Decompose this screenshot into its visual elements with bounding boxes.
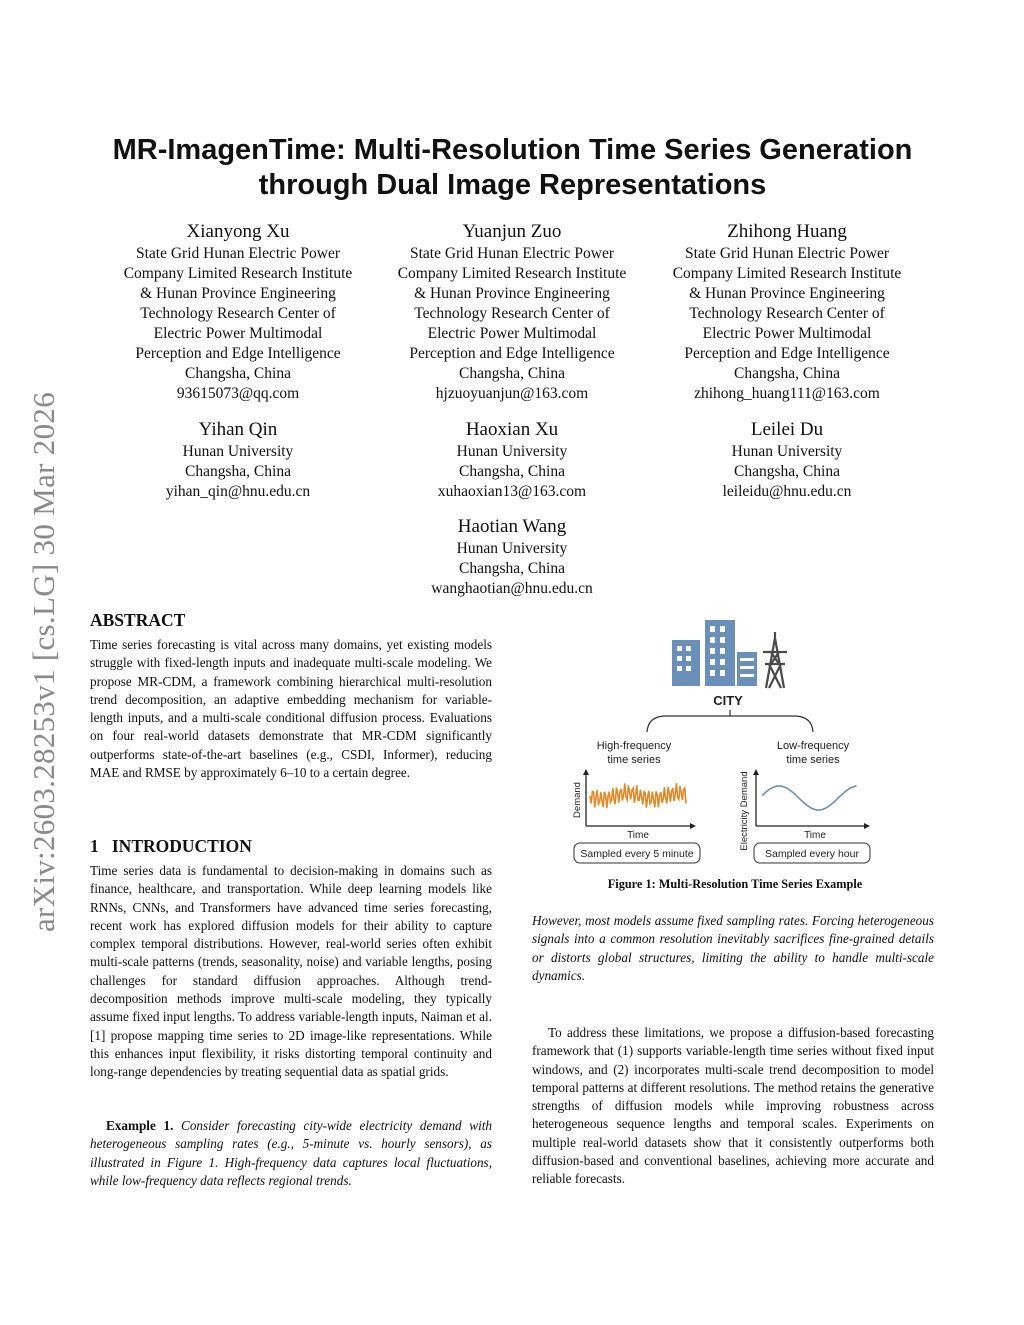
author-block (372, 221, 652, 404)
italic-paragraph: However, most models assume fixed sampling rates. Forcing heterogeneous signals into a common resolution inevitably sacrifices fine-grained details or distorts global structures, limiting the ability to handle multi-scale dynamics. (532, 913, 934, 983)
affiliation-line: Perception and Edge Intelligence (135, 345, 341, 362)
right-y-axis-label: Electricity Demand (739, 771, 750, 851)
affiliation-location: Changsha, China (185, 463, 291, 480)
author-block (647, 419, 927, 502)
affiliation-line: Electric Power Multimodal (153, 325, 323, 342)
affiliation-line: Company Limited Research Institute (397, 265, 627, 282)
affiliation-line: Technology Research Center of (140, 305, 336, 322)
author-block (372, 516, 652, 599)
abstract-heading: ABSTRACT (90, 610, 186, 630)
affiliation-line: Electric Power Multimodal (702, 325, 872, 342)
right-x-axis-label: Time (804, 830, 826, 841)
author-block (98, 221, 378, 404)
author-email[interactable]: leileidu@hnu.edu.cn (722, 483, 852, 500)
example-text: Consider forecasting city-wide electricity demand with heterogeneous sampling rates (e.g., 5-minute vs. hourly sensors), as illustrated in Figure 1. High-frequency data captures local fluctuations, while low-frequency data reflects regional trends. (90, 1118, 493, 1188)
author-block (372, 419, 652, 502)
author-email[interactable]: wanghaotian@hnu.edu.cn (431, 580, 593, 597)
author-name: Zhihong Huang (727, 221, 847, 242)
arxiv-identifier: arXiv:2603.28253v1 [cs.LG] 30 Mar 2026 (26, 391, 61, 933)
affiliation-location: Changsha, China (734, 463, 840, 480)
author-block (98, 419, 378, 502)
abstract-text: Time series forecasting is vital across many domains, yet existing models struggle with fixed-length inputs and inadequate multi-scale modeling. We propose MR-CDM, a framework combining hierarchical multi-resolution trend decomposition, an adaptive embedding mechanism for variable-length inputs, and a multi-scale conditional diffusion process. Evaluations on four real-world datasets demonstrate that MR-CDM significantly outperforms state-of-the-art baselines (e.g., CSDI, Informer), reducing MAE and RMSE by approximately 6–10 to a certain degree. (90, 637, 492, 781)
author-name: Xianyong Xu (186, 221, 290, 242)
figure-1 (560, 616, 890, 871)
author-block (647, 221, 927, 404)
affiliation-line: Company Limited Research Institute (123, 265, 353, 282)
right-panel-title: Low-frequency (776, 740, 850, 752)
split-bracket (647, 716, 813, 732)
affiliation-location: Changsha, China (459, 560, 565, 577)
author-name: Leilei Du (750, 419, 824, 440)
paper-title: MR-ImagenTime: Multi-Resolution Time Series Generation through Dual Image Representations (112, 134, 913, 201)
affiliation-line: Perception and Edge Intelligence (684, 345, 890, 362)
affiliation-line: Hunan University (456, 540, 568, 557)
affiliation-line: & Hunan Province Engineering (414, 285, 610, 302)
affiliation-line: State Grid Hunan Electric Power (409, 245, 615, 262)
affiliation-line: Hunan University (182, 443, 294, 460)
affiliation-line: State Grid Hunan Electric Power (684, 245, 890, 262)
power-tower-icon (763, 632, 787, 688)
affiliation-line: Technology Research Center of (414, 305, 610, 322)
affiliation-line: Hunan University (456, 443, 568, 460)
affiliation-line: Company Limited Research Institute (672, 265, 902, 282)
affiliation-line: Technology Research Center of (689, 305, 885, 322)
author-email[interactable]: hjzuoyuanjun@163.com (435, 385, 589, 402)
right-axes (753, 769, 870, 829)
affiliation-line: Hunan University (731, 443, 843, 460)
affiliation-location: Changsha, China (185, 365, 291, 382)
author-email[interactable]: xuhaoxian13@163.com (437, 483, 587, 500)
left-panel-title: High-frequency (596, 740, 672, 752)
affiliation-location: Changsha, China (459, 365, 565, 382)
low-frequency-series-line (762, 786, 857, 810)
author-name: Haotian Wang (457, 516, 567, 537)
left-x-axis-label: Time (627, 830, 649, 841)
right-sampling-label: Sampled every hour (765, 848, 859, 860)
figure-caption: Figure 1: Multi-Resolution Time Series Example (607, 877, 863, 891)
example-label: Example 1. (106, 1118, 174, 1133)
left-panel-subtitle: time series (607, 754, 661, 766)
author-name: Yihan Qin (198, 419, 278, 440)
left-y-axis-label: Demand (572, 782, 583, 818)
affiliation-line: State Grid Hunan Electric Power (135, 245, 341, 262)
left-sampling-label: Sampled every 5 minute (580, 848, 694, 860)
contribution-paragraph: To address these limitations, we propose a diffusion-based forecasting framework that (1) supports variable-length time series without fixed input windows, and (2) incorporates multi-scale trend decomposition to model temporal patterns at different resolutions. The method retains the generative strengths of diffusion models while improving robustness across heterogeneous sequence lengths and temporal scales. Experiments on multiple real-world datasets show that it consistently outperforms both diffusion-based and conventional baselines, achieving more accurate and reliable forecasts. (532, 1025, 934, 1187)
author-email[interactable]: 93615073@qq.com (176, 385, 300, 402)
affiliation-location: Changsha, China (459, 463, 565, 480)
city-buildings-icon (672, 620, 757, 686)
affiliation-line: & Hunan Province Engineering (689, 285, 885, 302)
affiliation-line: & Hunan Province Engineering (140, 285, 336, 302)
affiliation-line: Perception and Edge Intelligence (409, 345, 615, 362)
example-paragraph (90, 1117, 492, 1190)
right-panel-subtitle: time series (786, 754, 840, 766)
affiliation-line: Electric Power Multimodal (427, 325, 597, 342)
high-frequency-series-line (590, 783, 686, 808)
affiliation-location: Changsha, China (734, 365, 840, 382)
author-email[interactable]: yihan_qin@hnu.edu.cn (165, 483, 311, 500)
author-email[interactable]: zhihong_huang111@163.com (694, 385, 880, 402)
city-label: CITY (713, 693, 743, 708)
intro-paragraph: Time series data is fundamental to decision-making in domains such as finance, healthcare, and transportation. While deep learning models like RNNs, CNNs, and Transformers have advanced time series forecasting, recent work has explored diffusion models for their ability to capture complex temporal distributions. However, real-world series often exhibit multi-scale patterns (trends, seasonality, noise) and variable lengths, posing challenges for standard diffusion approaches. Although trend-decomposition methods improve multi-scale modeling, they typically assume fixed input lengths. To address variable-length inputs, Naiman et al. [1] propose mapping time series to 2D image-like representations. While this enhances input flexibility, it risks distorting temporal continuity and long-range dependencies by treating sequential data as spatial grids. (90, 863, 492, 1080)
author-name: Yuanjun Zuo (462, 221, 562, 242)
author-name: Haoxian Xu (465, 419, 559, 440)
introduction-heading: 1 INTRODUCTION (90, 836, 252, 856)
